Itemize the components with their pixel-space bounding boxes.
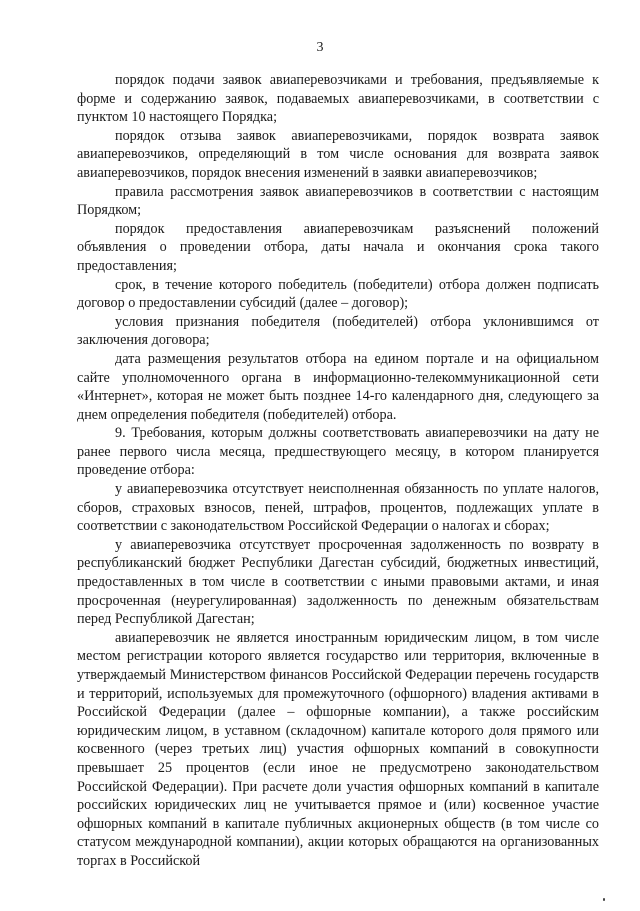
page-number: 3 [316,40,324,55]
paragraph: условия признания победителя (победителей) отбора уклонившимся от заключения договора; [77,313,599,349]
paragraph: правила рассмотрения заявок авиаперевозчиков в соответствии с настоящим Порядком; [77,183,599,219]
paragraph: авиаперевозчик не является иностранным юридическим лицом, в том числе местом регистрации которого является государство или территория, включенные в утверждаемый Министерством финансов Российской Федерации перечень государств и территорий, используемых для промежуточного (офшорного) владения активами в Российской Федерации (далее – офшорные компании), а также российским юридическим лицом, в уставном (складочном) капитале которого доля прямого или косвенного (через третьих лиц) участия офшорных компаний в совокупности превышает 25 процентов (если иное не предусмотрено законодательством Российской Федерации). При расчете доли участия офшорных компаний в капитале российских юридических лиц не учитывается прямое и (или) косвенное участие офшорных компаний в капитале публичных акционерных обществ (в том числе со статусом международной компании), акции которых обращаются на организованных торгах в Российской [77,629,599,869]
scan-speck [603,898,605,901]
paragraph: дата размещения результатов отбора на едином портале и на официальном сайте уполномоченного органа в информационно-телекоммуникационной сети «Интернет», которая не может быть позднее 14-го календарного дня, следующего за днем определения победителя (победителей) отбора. [77,350,599,423]
paragraph: порядок отзыва заявок авиаперевозчиками, порядок возврата заявок авиаперевозчиков, определяющий в том числе основания для возврата заявок авиаперевозчиков, порядок внесения изменений в заявки авиаперевозчиков; [77,127,599,181]
paragraph: у авиаперевозчика отсутствует неисполненная обязанность по уплате налогов, сборов, страховых взносов, пеней, штрафов, процентов, подлежащих уплате в соответствии с законодательством Российской Федерации о налогах и сборах; [77,481,599,535]
document-body [77,71,599,871]
paragraph: у авиаперевозчика отсутствует просроченная задолженность по возврату в республиканский бюджет Республики Дагестан субсидий, бюджетных инвестиций, предоставленных в том числе в соответствии с иными правовыми актами, и иная просроченная (неурегулированная) задолженность по денежным обязательствам перед Республикой Дагестан; [77,536,599,628]
paragraph: порядок подачи заявок авиаперевозчиками и требования, предъявляемые к форме и содержанию заявок, подаваемых авиаперевозчиками, в соответствии с пунктом 10 настоящего Порядка; [77,72,599,126]
paragraph: порядок предоставления авиаперевозчикам разъяснений положений объявления о проведении отбора, даты начала и окончания срока такого предоставления; [77,220,599,274]
paragraph: срок, в течение которого победитель (победители) отбора должен подписать договор о предоставлении субсидий (далее – договор); [77,276,599,312]
section-9-paragraph: 9. Требования, которым должны соответствовать авиаперевозчики на дату не ранее первого числа месяца, предшествующего месяцу, в котором планируется проведение отбора: [77,425,599,479]
